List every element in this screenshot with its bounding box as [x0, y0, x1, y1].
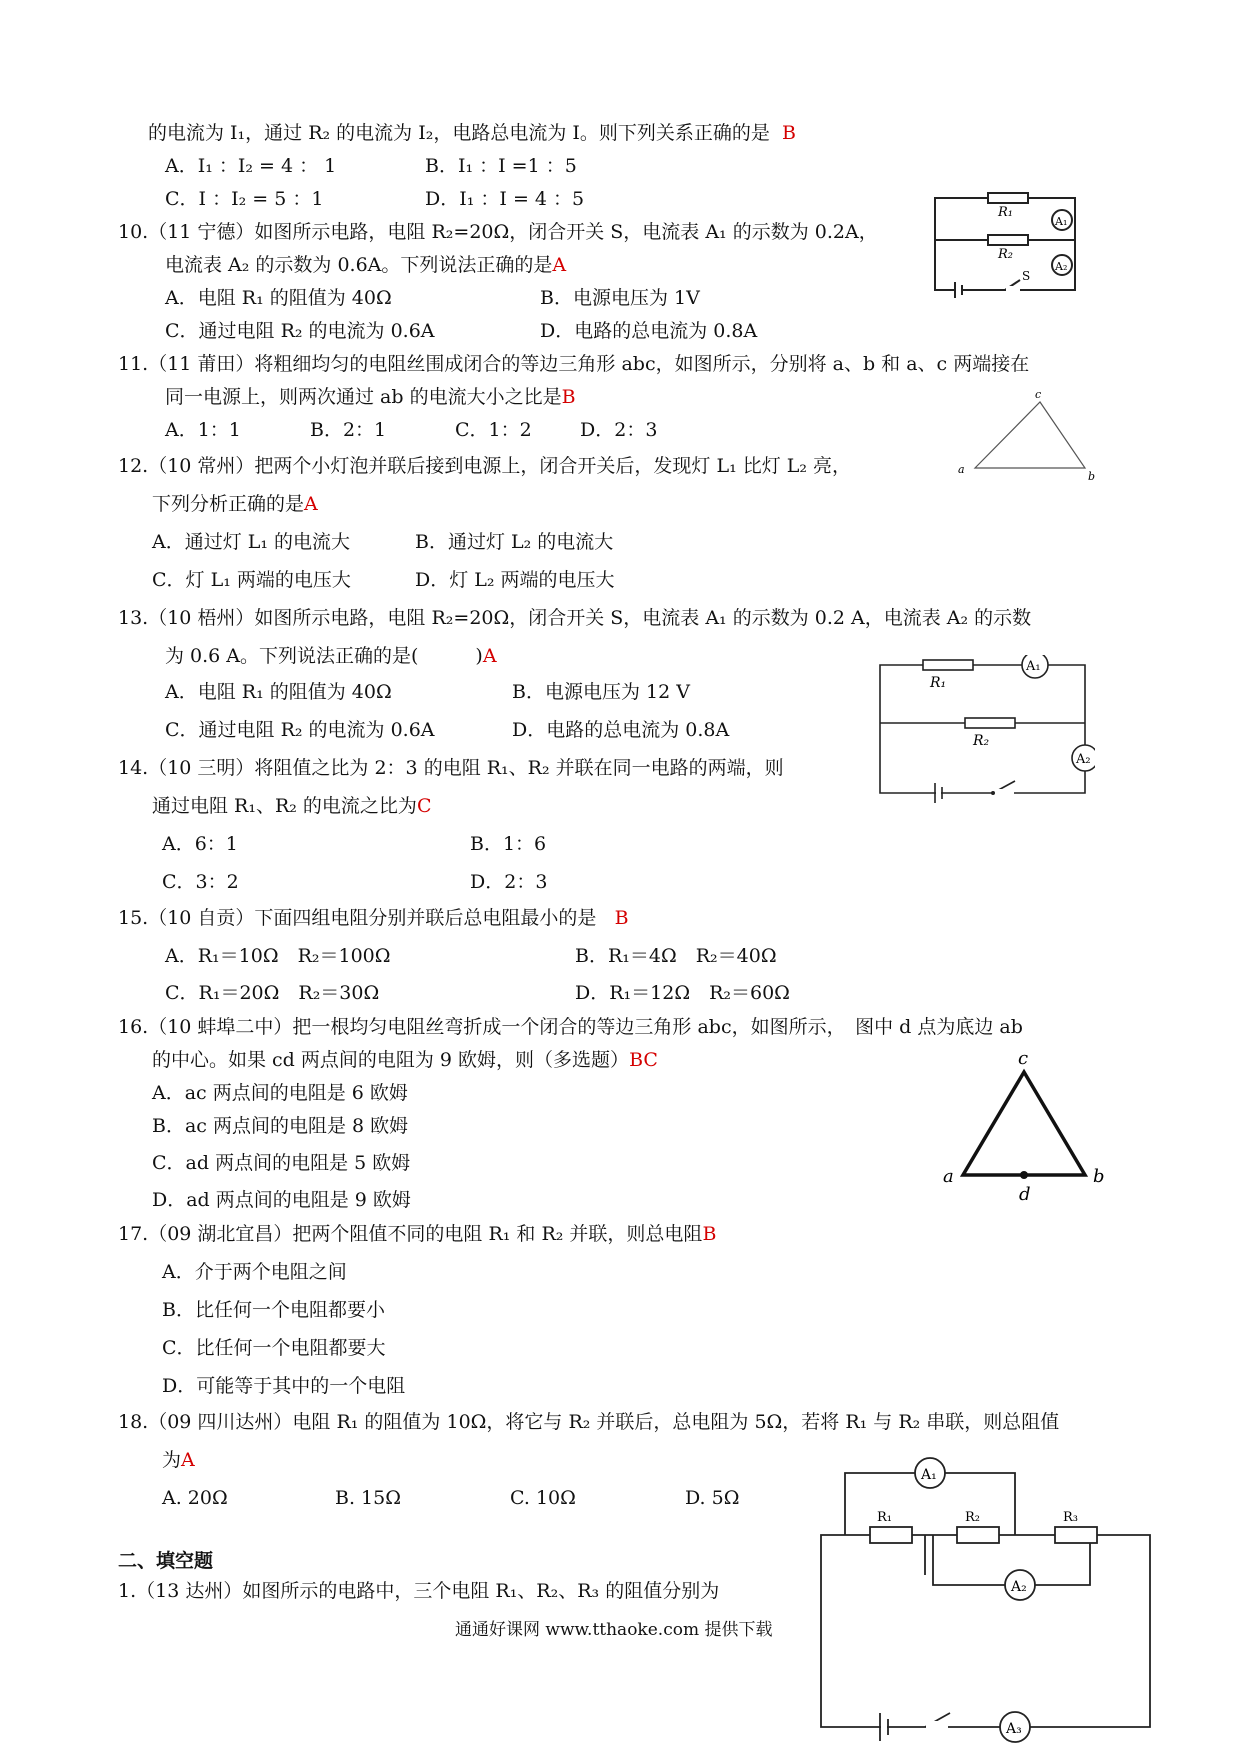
fig5-r1-label: R₁ [877, 1510, 892, 1525]
q13-circuit-figure [875, 655, 1095, 805]
fig3-r2-label: R₂ [973, 733, 990, 749]
q13-stem-line2: 为 0.6 A。下列说法正确的是( )A [165, 645, 497, 667]
q10-answer: A [552, 254, 567, 276]
q18-option-a: A. 20Ω [162, 1487, 228, 1509]
q13-stem-line1: 13.（10 梧州）如图所示电路，电阻 R₂=20Ω，闭合开关 S，电流表 A₁ 的示数为 0.2 A，电流表 A₂ 的示数 [118, 607, 1032, 629]
q10-circuit-figure [930, 190, 1090, 310]
q11-option-a: A．1：1 [165, 419, 241, 441]
q15-option-b: B．R₁＝4Ω R₂＝40Ω [575, 945, 777, 967]
q9-option-d: D．I₁ ：I = 4 ：5 [425, 188, 585, 210]
q10-option-c: C．通过电阻 R₂ 的电流为 0.6A [165, 320, 435, 342]
fig5-a1-label: A₁ [921, 1467, 937, 1483]
q12-option-b: B．通过灯 L₂ 的电流大 [415, 531, 614, 553]
q16-option-d: D．ad 两点间的电阻是 9 欧姆 [152, 1189, 411, 1211]
q17-stem: 17.（09 湖北宜昌）把两个阻值不同的电阻 R₁ 和 R₂ 并联，则总电阻B [118, 1223, 717, 1245]
q13-option-d: D．电路的总电流为 0.8A [512, 719, 730, 741]
q12-option-a: A．通过灯 L₁ 的电流大 [152, 531, 351, 553]
q13-answer: A [482, 645, 497, 667]
fig5-r2-label: R₂ [965, 1510, 980, 1525]
q18-option-b: B. 15Ω [335, 1487, 401, 1509]
page-footer: 通通好课网 www.tthaoke.com 提供下载 [455, 1620, 773, 1640]
section-title-fill-in: 二、填空题 [118, 1550, 214, 1572]
q15-answer: B [614, 907, 629, 929]
q12-stem-line1: 12.（10 常州）把两个小灯泡并联后接到电源上，闭合开关后，发现灯 L₁ 比灯 L₂ 亮， [118, 455, 852, 477]
fill-q1-stem-line1: 1.（13 达州）如图所示的电路中，三个电阻 R₁、R₂、R₃ 的阻值分别为 [118, 1580, 720, 1602]
q14-option-b: B．1：6 [470, 833, 547, 855]
q16-option-a: A．ac 两点间的电阻是 6 欧姆 [152, 1082, 408, 1104]
fig1-r1-label: R₁ [998, 205, 1013, 220]
q15-option-c: C．R₁＝20Ω R₂＝30Ω [165, 982, 380, 1004]
q17-option-a: A．介于两个电阻之间 [162, 1261, 347, 1283]
fig5-a3-label: A₃ [1006, 1721, 1022, 1737]
fill-q1-circuit-figure [815, 1455, 1160, 1750]
q9-answer: B [781, 122, 796, 144]
fig5-a2-label: A₂ [1011, 1579, 1027, 1595]
q14-option-d: D．2：3 [470, 871, 548, 893]
q16-option-b: B．ac 两点间的电阻是 8 欧姆 [152, 1115, 409, 1137]
fig2-a-label: a [958, 463, 965, 476]
q16-stem-line2: 的中心。如果 cd 两点间的电阻为 9 欧姆，则（多选题）BC [152, 1049, 658, 1071]
q16-option-c: C．ad 两点间的电阻是 5 欧姆 [152, 1152, 411, 1174]
q11-triangle-figure [950, 390, 1100, 485]
q16-answer: BC [629, 1049, 658, 1071]
fig1-s-label: S [1022, 269, 1031, 283]
q18-stem-line1: 18.（09 四川达州）电阻 R₁ 的阻值为 10Ω，将它与 R₂ 并联后，总电阻为 5Ω，若将 R₁ 与 R₂ 串联，则总阻值 [118, 1411, 1060, 1433]
q11-option-d: D．2：3 [580, 419, 658, 441]
q9-option-c: C．I ：I₂ = 5 ：1 [165, 188, 324, 210]
q14-option-c: C．3：2 [162, 871, 239, 893]
fig3-a1-label: A₁ [1026, 659, 1041, 674]
q10-option-d: D．电路的总电流为 0.8A [540, 320, 758, 342]
fig4-d-label: d [1019, 1184, 1031, 1205]
q14-answer: C [416, 795, 432, 817]
q11-stem-line2: 同一电源上，则两次通过 ab 的电流大小之比是B [165, 386, 576, 408]
q9-stem: 的电流为 I₁，通过 R₂ 的电流为 I₂，电路总电流为 I。则下列关系正确的是 B [148, 122, 796, 144]
q18-stem-line2: 为A [162, 1449, 195, 1471]
q9-option-b: B．I₁ ：I =1 ：5 [425, 155, 577, 177]
q17-option-d: D．可能等于其中的一个电阻 [162, 1375, 406, 1397]
q16-triangle-figure [935, 1050, 1115, 1205]
q11-option-c: C．1：2 [455, 419, 532, 441]
q10-stem-line1: 10.（11 宁德）如图所示电路，电阻 R₂=20Ω，闭合开关 S，电流表 A₁ 的示数为 0.2A， [118, 221, 878, 243]
q10-option-a: A．电阻 R₁ 的阻值为 40Ω [165, 287, 392, 309]
fig3-r1-label: R₁ [930, 675, 947, 691]
fig2-c-label: c [1035, 390, 1042, 401]
fig4-b-label: b [1093, 1166, 1105, 1187]
q17-option-b: B．比任何一个电阻都要小 [162, 1299, 385, 1321]
q13-option-a: A．电阻 R₁ 的阻值为 40Ω [165, 681, 392, 703]
q17-answer: B [702, 1223, 717, 1245]
q12-option-d: D．灯 L₂ 两端的电压大 [415, 569, 615, 591]
fig3-a2-label: A₂ [1076, 752, 1091, 767]
q11-option-b: B．2：1 [310, 419, 387, 441]
fig1-r2-label: R₂ [998, 247, 1013, 262]
q14-stem-line1: 14.（10 三明）将阻值之比为 2：3 的电阻 R₁、R₂ 并联在同一电路的两端，则 [118, 757, 784, 779]
q13-option-b: B．电源电压为 12 V [512, 681, 690, 703]
fig1-a1-label: A₁ [1055, 215, 1068, 228]
fig2-b-label: b [1088, 470, 1096, 483]
q15-option-a: A．R₁＝10Ω R₂＝100Ω [165, 945, 391, 967]
q14-option-a: A．6：1 [162, 833, 238, 855]
q16-stem-line1: 16.（10 蚌埠二中）把一根均匀电阻丝弯折成一个闭合的等边三角形 abc，如图所示， 图中 d 点为底边 ab [118, 1016, 1023, 1038]
q17-option-c: C．比任何一个电阻都要大 [162, 1337, 386, 1359]
q10-option-b: B．电源电压为 1V [540, 287, 700, 309]
q12-stem-line2: 下列分析正确的是A [152, 493, 318, 515]
q18-option-c: C. 10Ω [510, 1487, 576, 1509]
q11-answer: B [561, 386, 576, 408]
fig5-r3-label: R₃ [1063, 1510, 1078, 1525]
q14-stem-line2: 通过电阻 R₁、R₂ 的电流之比为C [152, 795, 432, 817]
q11-stem-line1: 11.（11 莆田）将粗细均匀的电阻丝围成闭合的等边三角形 abc，如图所示，分别将 a、b 和 a、c 两端接在 [118, 353, 1030, 375]
fig4-c-label: c [1018, 1050, 1029, 1069]
q13-option-c: C．通过电阻 R₂ 的电流为 0.6A [165, 719, 435, 741]
q9-option-a: A．I₁ ：I₂ = 4 ： 1 [165, 155, 337, 177]
fig4-a-label: a [943, 1166, 954, 1187]
q10-stem-line2: 电流表 A₂ 的示数为 0.6A。下列说法正确的是A [165, 254, 567, 276]
fig1-a2-label: A₂ [1055, 260, 1068, 273]
q15-option-d: D．R₁＝12Ω R₂＝60Ω [575, 982, 790, 1004]
q12-option-c: C．灯 L₁ 两端的电压大 [152, 569, 351, 591]
q18-option-d: D. 5Ω [685, 1487, 740, 1509]
q12-answer: A [304, 493, 318, 515]
q18-answer: A [181, 1449, 195, 1471]
q15-stem: 15.（10 自贡）下面四组电阻分别并联后总电阻最小的是 B [118, 907, 629, 929]
